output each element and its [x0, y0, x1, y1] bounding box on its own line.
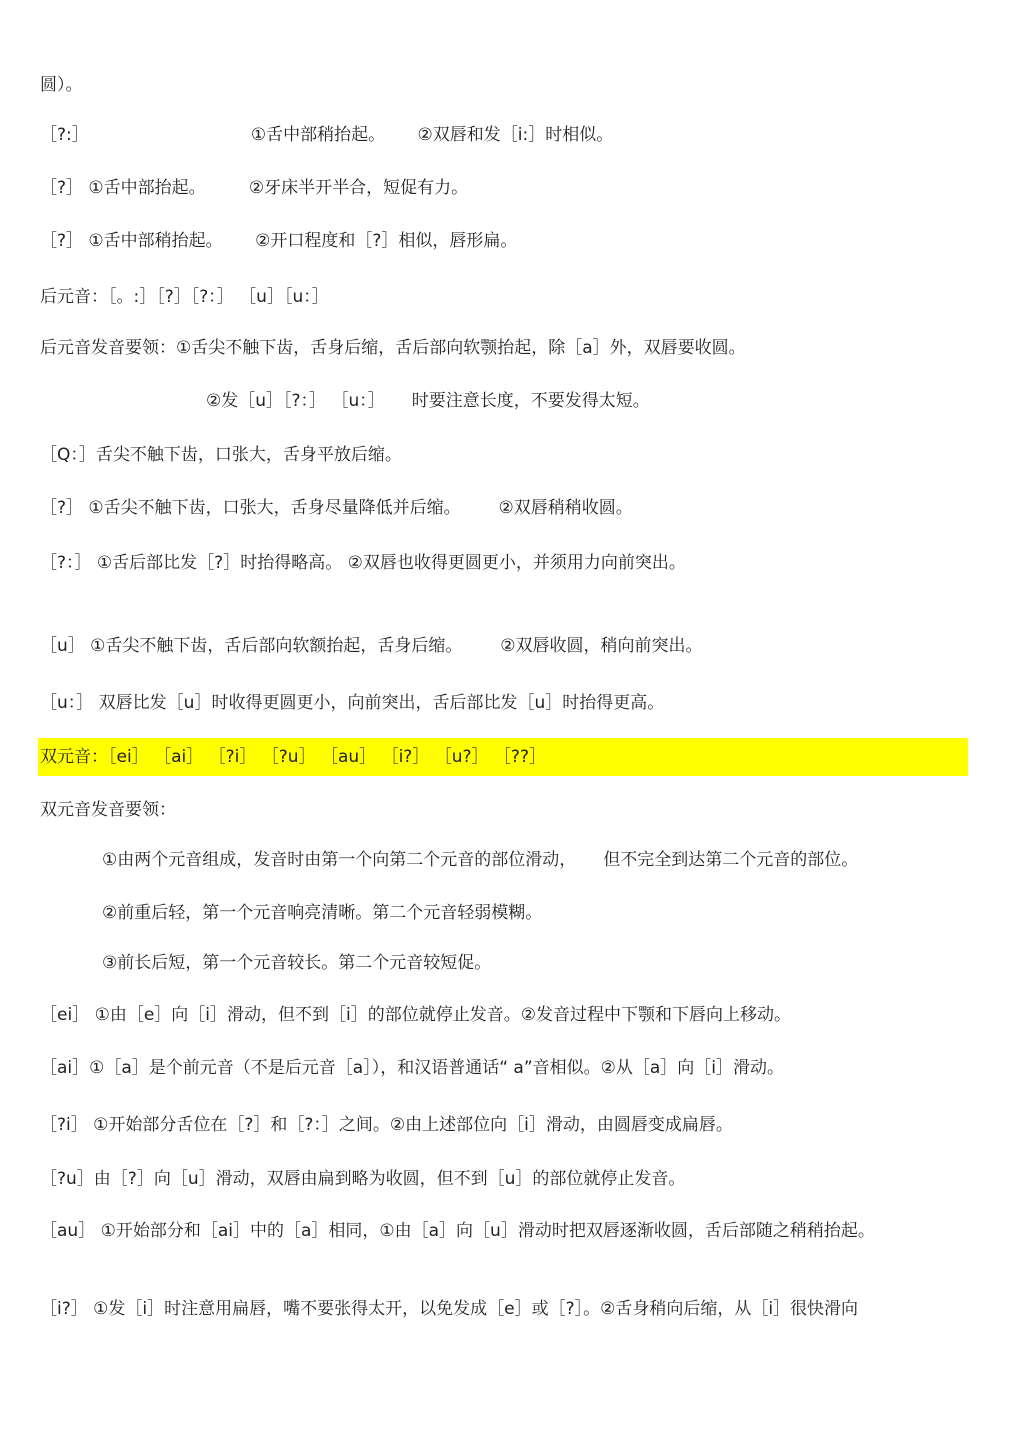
text-line: ［?u］由［?］向［u］滑动，双唇由扁到略为收圆，但不到［u］的部位就停止发音。 [40, 1169, 686, 1189]
text-line: 双元音发音要领： [40, 800, 176, 820]
text-line: ［u：］ 双唇比发［u］时收得更圆更小，向前突出，舌后部比发［u］时抬得更高。 [40, 693, 665, 713]
section-heading: 后元音：［。:］［?］［?：］ ［u］［u：］ [40, 287, 329, 307]
text-line: ③前长后短，第一个元音较长。第二个元音较短促。 [102, 953, 492, 973]
section-heading-highlighted: 双元音：［ei］ ［ai］ ［?i］ ［?u］ ［au］ ［i?］ ［u?］ ［??］ [40, 747, 546, 767]
text-line: ②前重后轻，第一个元音响亮清晰。第二个元音轻弱模糊。 [102, 903, 543, 923]
text-line: ②发［u］［?：］ ［u：］ 时要注意长度，不要发得太短。 [206, 391, 650, 411]
text-line: ［?］ ①舌中部稍抬起。 ②开口程度和［?］相似，唇形扁。 [40, 231, 518, 251]
text-line: ［au］ ①开始部分和［ai］中的［a］相同，①由［a］向［u］滑动时把双唇逐渐收圆，舌后部随之稍稍抬起。 [40, 1221, 875, 1241]
text-line: ［?］ ①舌尖不触下齿，口张大，舌身尽量降低并后缩。 ②双唇稍稍收圆。 [40, 498, 633, 518]
text-line: 后元音发音要领：①舌尖不触下齿，舌身后缩，舌后部向软颚抬起，除［a］外，双唇要收圆。 [40, 338, 746, 358]
text-line: ①由两个元音组成，发音时由第一个向第二个元音的部位滑动， 但不完全到达第二个元音的部位。 [102, 850, 859, 870]
text-line: ［ei］ ①由［e］向［i］滑动，但不到［i］的部位就停止发音。②发音过程中下颚和下唇向上移动。 [40, 1005, 791, 1025]
text-line: ［?i］ ①开始部分舌位在［?］和［?：］之间。②由上述部位向［i］滑动，由圆唇变成扁唇。 [40, 1115, 733, 1135]
text-line: 圆）。 [40, 75, 83, 95]
text-line: ［ai］①［a］是个前元音（不是后元音［a］），和汉语普通话“ a”音相似。②从［a］向［i］滑动。 [40, 1058, 785, 1078]
text-line: ［?］ ①舌中部抬起。 ②牙床半开半合，短促有力。 [40, 178, 469, 198]
text-line: ［i?］ ①发［i］时注意用扁唇，嘴不要张得太开，以免发成［e］或［?］。②舌身稍向后缩，从［i］很快滑向 [40, 1299, 859, 1319]
text-line: ［Q：］舌尖不触下齿，口张大，舌身平放后缩。 [40, 445, 402, 465]
text-line: ［?：］ ①舌后部比发［?］时抬得略高。 ②双唇也收得更圆更小，并须用力向前突出。 [40, 553, 686, 573]
text-line: ［u］ ①舌尖不触下齿，舌后部向软额抬起，舌身后缩。 ②双唇收圆，稍向前突出。 [40, 636, 703, 656]
text-line: ［?:］ ①舌中部稍抬起。 ②双唇和发［i:］时相似。 [40, 125, 614, 145]
